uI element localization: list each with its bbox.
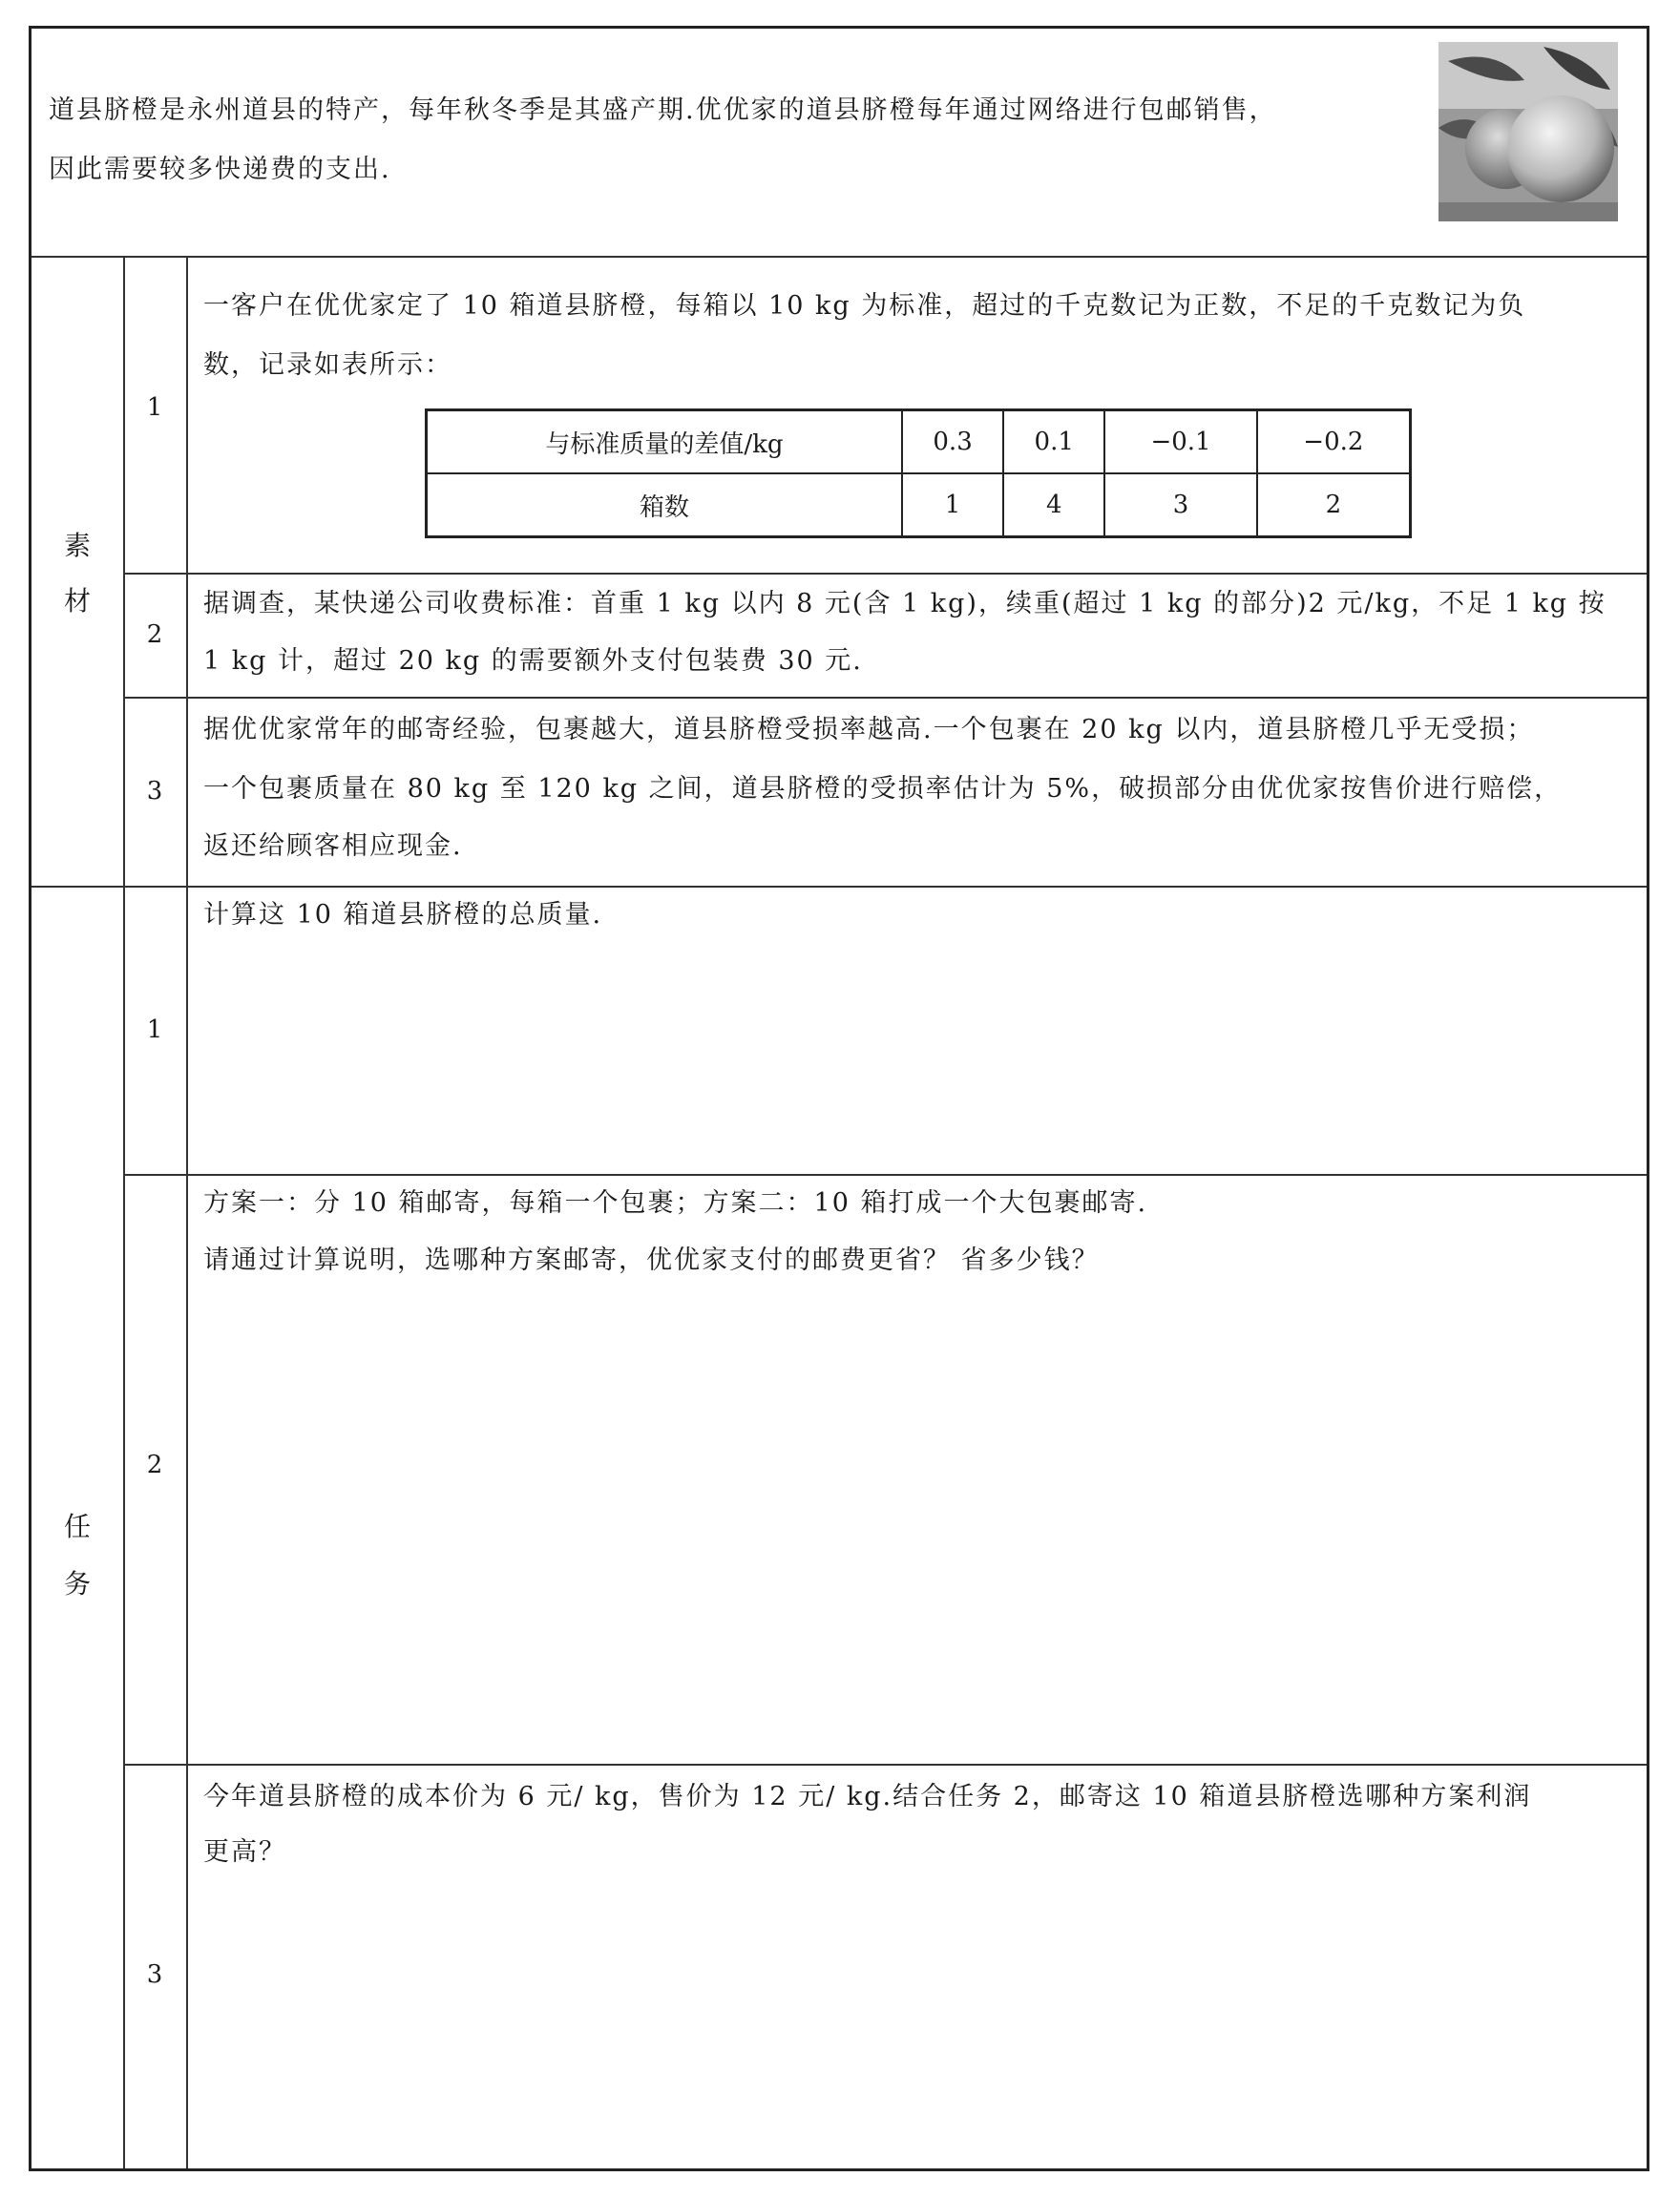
table-cell: 0.3	[902, 410, 1003, 474]
material-1-line-1: 一客户在优优家定了 10 箱道县脐橙，每箱以 10 kg 为标准，超过的千克数记为正数，不足的千克数记为负	[203, 291, 1526, 321]
intro-text-line-1: 道县脐橙是永州道县的特产，每年秋冬季是其盛产期.优优家的道县脐橙每年通过网络进行包邮销售，	[49, 95, 1277, 125]
tasks-label-2: 务	[63, 1568, 91, 1600]
material-3-line-1: 据优优家常年的邮寄经验，包裹越大，道县脐橙受损率越高.一个包裹在 20 kg 以内，道县脐橙几乎无受损；	[203, 715, 1535, 744]
task-number-2: 2	[146, 1451, 163, 1479]
material-3-line-3: 返还给顾客相应现金.	[203, 831, 463, 861]
materials-section	[32, 258, 1647, 888]
table-cell: 2	[1257, 473, 1411, 537]
materials-label-1: 素	[63, 530, 91, 561]
task-3-line-1: 今年道县脐橙的成本价为 6 元/ kg，售价为 12 元/ kg.结合任务 2，邮寄这 10 箱道县脐橙选哪种方案利润	[203, 1782, 1532, 1811]
weight-difference-table	[425, 408, 1412, 538]
orange-photo	[1438, 42, 1618, 221]
material-item-2	[123, 573, 1647, 699]
task-item-1	[123, 888, 1647, 1176]
table-cell: −0.1	[1104, 410, 1256, 474]
intro-text-line-2: 因此需要较多快递费的支出.	[49, 155, 391, 184]
task-2-line-1: 方案一：分 10 箱邮寄，每箱一个包裹；方案二：10 箱打成一个大包裹邮寄.	[203, 1188, 1148, 1218]
tasks-label-1: 任	[63, 1511, 91, 1542]
material-item-3	[123, 697, 1647, 886]
material-1-line-2: 数，记录如表所示：	[203, 350, 452, 380]
material-2-line-2: 1 kg 计，超过 20 kg 的需要额外支付包装费 30 元.	[203, 646, 863, 676]
material-2-line-1: 据调查，某快递公司收费标准：首重 1 kg 以内 8 元(含 1 kg)，续重(超过 1 kg 的部分)2 元/kg，不足 1 kg 按	[203, 589, 1606, 618]
task-2-line-2: 请通过计算说明，选哪种方案邮寄，优优家支付的邮费更省？ 省多少钱？	[203, 1246, 1100, 1275]
material-number-3: 3	[146, 777, 163, 806]
task-number-1: 1	[146, 1015, 163, 1044]
task-item-2	[123, 1174, 1647, 1766]
task-item-3	[123, 1764, 1647, 2168]
material-number-2: 2	[146, 620, 163, 649]
table-cell: 1	[902, 473, 1003, 537]
table-cell: 3	[1104, 473, 1256, 537]
table-cell: 4	[1003, 473, 1104, 537]
table-header-boxes: 箱数	[427, 473, 903, 537]
material-number-1: 1	[146, 393, 163, 422]
table-cell: 0.1	[1003, 410, 1104, 474]
materials-label-2: 材	[63, 585, 91, 617]
table-header-difference: 与标准质量的差值/kg	[427, 410, 903, 474]
material-item-1	[123, 258, 1647, 575]
worksheet	[29, 26, 1649, 2171]
task-1-line-1: 计算这 10 箱道县脐橙的总质量.	[203, 900, 603, 930]
task-3-line-2: 更高？	[203, 1837, 286, 1867]
material-3-line-2: 一个包裹质量在 80 kg 至 120 kg 之间，道县脐橙的受损率估计为 5%，破损部分由优优家按售价进行赔偿，	[203, 774, 1563, 804]
task-number-3: 3	[146, 1960, 163, 1989]
intro-row	[32, 29, 1647, 258]
table-cell: −0.2	[1257, 410, 1411, 474]
tasks-section	[32, 888, 1647, 2168]
